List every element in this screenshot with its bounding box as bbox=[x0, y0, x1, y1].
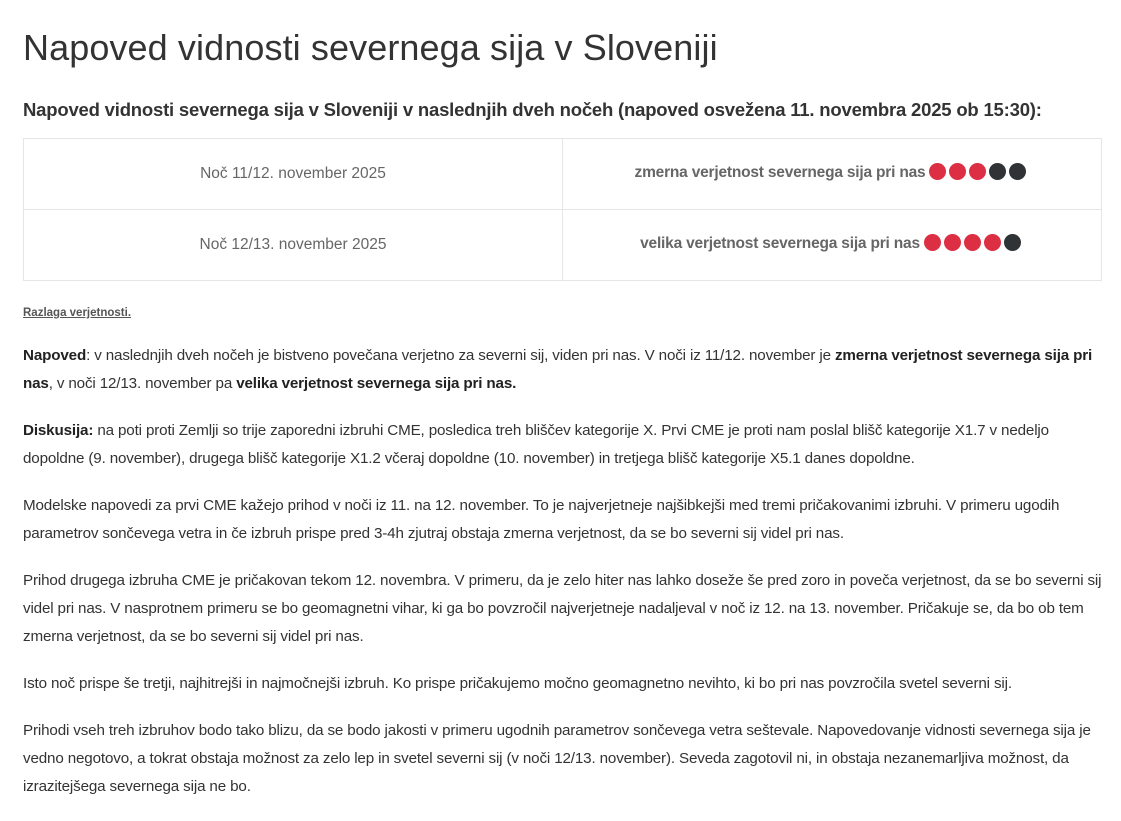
page-title: Napoved vidnosti severnega sija v Sloveniji bbox=[23, 27, 718, 68]
paragraph: Modelske napovedi za prvi CME kažejo prihod v noči iz 11. na 12. november. To je najverjetneje najšibkejši med tremi pričakovanimi izbruhi. V primeru ugodih parametrov sončevega vetra in če izbruh prispe pred 3-4h zjutraj obstaja zmerna verjetnost, da se bo severni sij videl pri nas. bbox=[23, 497, 1060, 542]
night-cell: Noč 11/12. november 2025 bbox=[24, 139, 563, 210]
paragraph: Prihod drugega izbruha CME je pričakovan tekom 12. novembra. V primeru, da je zelo hiter nas lahko doseže še pred zoro in poveča verjetnost, da se bo severni sij videl pri nas. V nasprotnem primeru se bo geomagnetni vihar, ki ga bo povzročil najverjetneje nadaljeval v noč iz 12. na 13. november. Pričakuje se, da bo ob tem zmerna verjetnost, da se bo severni sij videl pri nas. bbox=[23, 572, 1102, 645]
paragraph-label: Diskusija: bbox=[23, 422, 94, 439]
probability-dot-filled bbox=[944, 234, 961, 251]
probability-label: zmerna verjetnost severnega sija pri nas bbox=[634, 164, 926, 181]
probability-dot-empty bbox=[1004, 234, 1021, 251]
forecast-paragraph bbox=[23, 342, 1102, 398]
probability-explanation-link[interactable]: Razlaga verjetnosti. bbox=[23, 307, 132, 319]
probability-dot-filled bbox=[964, 234, 981, 251]
paragraph-text: : v naslednjih dveh nočeh je bistveno povečana verjetno za severni sij, viden pri nas. V noči iz 11/12. november je bbox=[86, 347, 835, 364]
paragraph-emphasis: zmerna verjetnost severnega sija pri nas bbox=[23, 347, 1093, 392]
paragraph-emphasis: velika verjetnost severnega sija pri nas. bbox=[236, 375, 517, 392]
forecast-table bbox=[23, 138, 1102, 281]
paragraph-text: na poti proti Zemlji so trije zaporedni izbruhi CME, posledica treh bliščev kategorije X. Prvi CME je proti nam poslal blišč kategorije X1.7 v nedeljo dopoldne (9. november), drugega blišč kategorije X1.2 včeraj dopoldne (10. november) in tretjega blišč kategorije X5.1 danes dopoldne. bbox=[23, 422, 1049, 467]
probability-dot-empty bbox=[1009, 163, 1026, 180]
probability-cell bbox=[563, 210, 1102, 281]
probability-dots bbox=[929, 163, 1029, 185]
discussion-paragraph bbox=[23, 417, 1102, 473]
probability-cell bbox=[563, 139, 1102, 210]
table-row bbox=[24, 210, 1102, 281]
probability-dot-filled bbox=[924, 234, 941, 251]
paragraph: Isto noč prispe še tretji, najhitrejši in najmočnejši izbruh. Ko prispe pričakujemo močno geomagnetno nevihto, ki bo pri nas povzročila svetel severni sij. bbox=[23, 675, 1012, 692]
paragraph: Prihodi vseh treh izbruhov bodo tako blizu, da se bodo jakosti v primeru ugodnih parametrov sončevega vetra seštevale. Napovedovanje vidnosti severnega sija je vedno negotovo, a tokrat obstaja možnost za zelo lep in svetel severni sij (v noči 12/13. november). Seveda zagotovil ni, in obstaja nezanemarljiva možnost, da izrazitejšega severnega sija ne bo. bbox=[23, 722, 1091, 795]
forecast-heading: Napoved vidnosti severnega sija v Sloveniji v naslednjih dveh nočeh (napoved osvežena 11. novembra 2025 ob 15:30): bbox=[23, 99, 1042, 120]
table-row bbox=[24, 139, 1102, 210]
probability-dot-filled bbox=[949, 163, 966, 180]
probability-dots bbox=[924, 234, 1024, 256]
probability-label: velika verjetnost severnega sija pri nas bbox=[640, 235, 920, 252]
probability-dot-filled bbox=[969, 163, 986, 180]
paragraph-label: Napoved bbox=[23, 347, 87, 364]
probability-dot-filled bbox=[929, 163, 946, 180]
night-cell: Noč 12/13. november 2025 bbox=[24, 210, 563, 281]
paragraph-text: , v noči 12/13. november pa bbox=[48, 375, 237, 392]
probability-dot-empty bbox=[989, 163, 1006, 180]
probability-dot-filled bbox=[984, 234, 1001, 251]
